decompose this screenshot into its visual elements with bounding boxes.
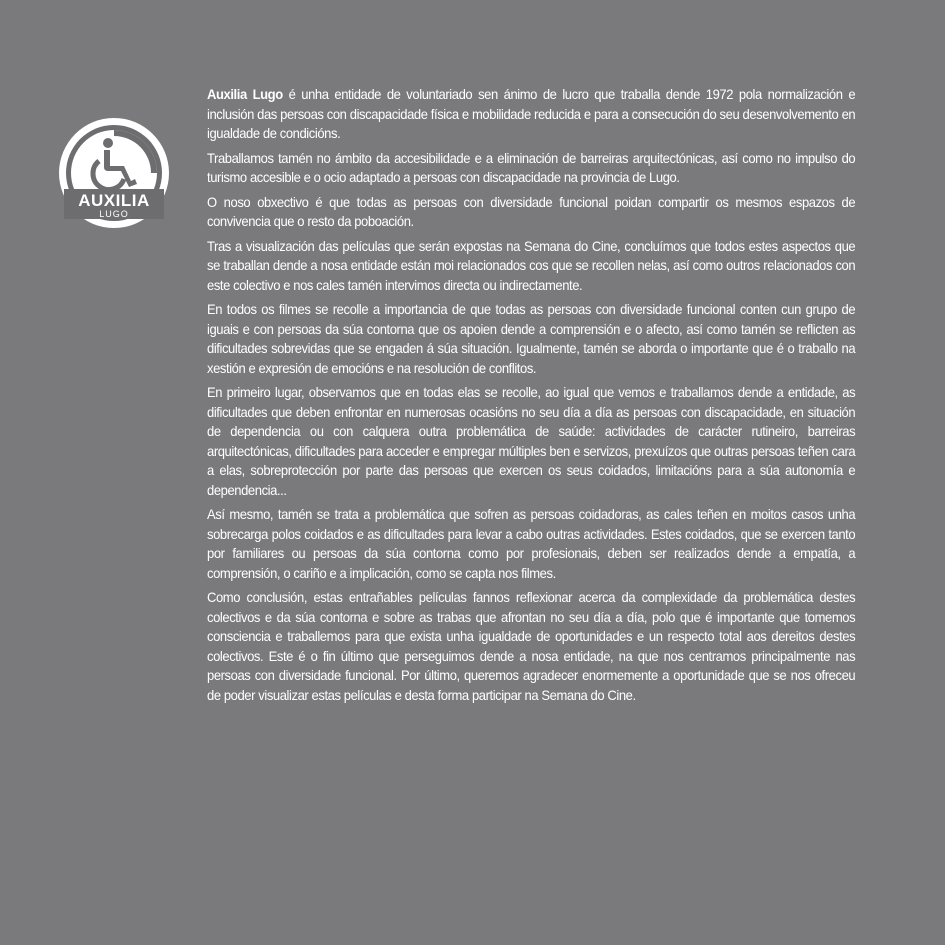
article-intro-paragraph	[207, 85, 855, 144]
logo-name: AUXILIA	[78, 191, 150, 210]
article-body	[207, 85, 855, 710]
article-paragraph: Tras a visualización das películas que serán expostas na Semana do Cine, concluímos que todos estes aspectos que se traballan dende a nosa entidade están moi relacionados cos que se recollen nelas, así como outros relacionados con este colectivo e nos cales tamén intervimos directa ou indirectamente.	[207, 237, 856, 293]
intro-text: é unha entidade de voluntariado sen ánimo de lucro que traballa dende 1972 pola normalización e inclusión das persoas con discapacidade física e mobilidade reducida e para a consecución do seu desenvolvemento en igualdade de condicións.	[207, 86, 856, 141]
logo-subtitle: LUGO	[99, 209, 129, 219]
article-paragraph: Traballamos tamén no ámbito da accesibilidade e a eliminación de barreiras arquitectónicas, así como no impulso do turismo accesible e o ocio adaptado a persoas con discapacidade na provincia de Lugo.	[207, 149, 856, 185]
article-paragraph: Así mesmo, tamén se trata a problemática que sofren as persoas coidadoras, as cales teñen en moitos casos unha sobrecarga polos coidados e as dificultades para levar a cabo outras actividades. Estes coidados, que se exercen tanto por familiares ou persoas da súa contorna como por profesionais, deben ser realizados dende a empatía, a comprensión, o cariño e a implicación, como se capta nos filmes.	[207, 506, 856, 581]
article-paragraph: En todos os filmes se recolle a importancia de que todas as persoas con diversidade funcional conten cun grupo de iguais e con persoas da súa contorna que os apoien dende a comprensión e o afecto, así como tamén se reflicten as dificultades sobrevidas que se engaden á súa situación. Igualmente, tamén se aborda o importante que é o traballo na xestión e expresión de emocións e na resolución de conflitos.	[207, 301, 856, 376]
auxilia-lugo-logo	[58, 117, 170, 229]
organization-name: Auxilia Lugo	[207, 86, 283, 102]
article-paragraph: Como conclusión, estas entrañables películas fannos reflexionar acerca da complexidade da problemática destes colectivos e da súa contorna e sobre as trabas que afrontan no seu día a día, polo que é importante que tomemos consciencia e traballemos para que exista unha igualdade de oportunidades e un respecto total aos dereitos destes colectivos. Este é o fin último que perseguimos dende a nosa entidade, na que nos centramos principalmente nas persoas con diversidade funcional. Por último, queremos agradecer enormemente a oportunidade que se nos ofreceu de poder visualizar estas películas e desta forma participar na Semana do Cine.	[207, 589, 856, 703]
article-paragraph: En primeiro lugar, observamos que en todas elas se recolle, ao igual que vemos e traballamos dende a entidade, as dificultades que deben enfrontar en numerosas ocasións no seu día a día as persoas con discapacidade, en situación de dependencia ou con calquera outra problemática de saúde: actividades de carácter rutineiro, barreiras arquitectónicas, dificultades para acceder e empregar múltiples ben e servizos, prexuízos que outras persoas teñen cara a elas, sobreprotección por parte das persoas que exercen os seus coidados, limitacións para a súa autonomía e dependencia...	[207, 384, 856, 498]
logo-badge	[58, 117, 170, 229]
article-paragraph: O noso obxectivo é que todas as persoas con diversidade funcional poidan compartir os mesmos espazos de convivencia que o resto da poboación.	[207, 193, 856, 229]
